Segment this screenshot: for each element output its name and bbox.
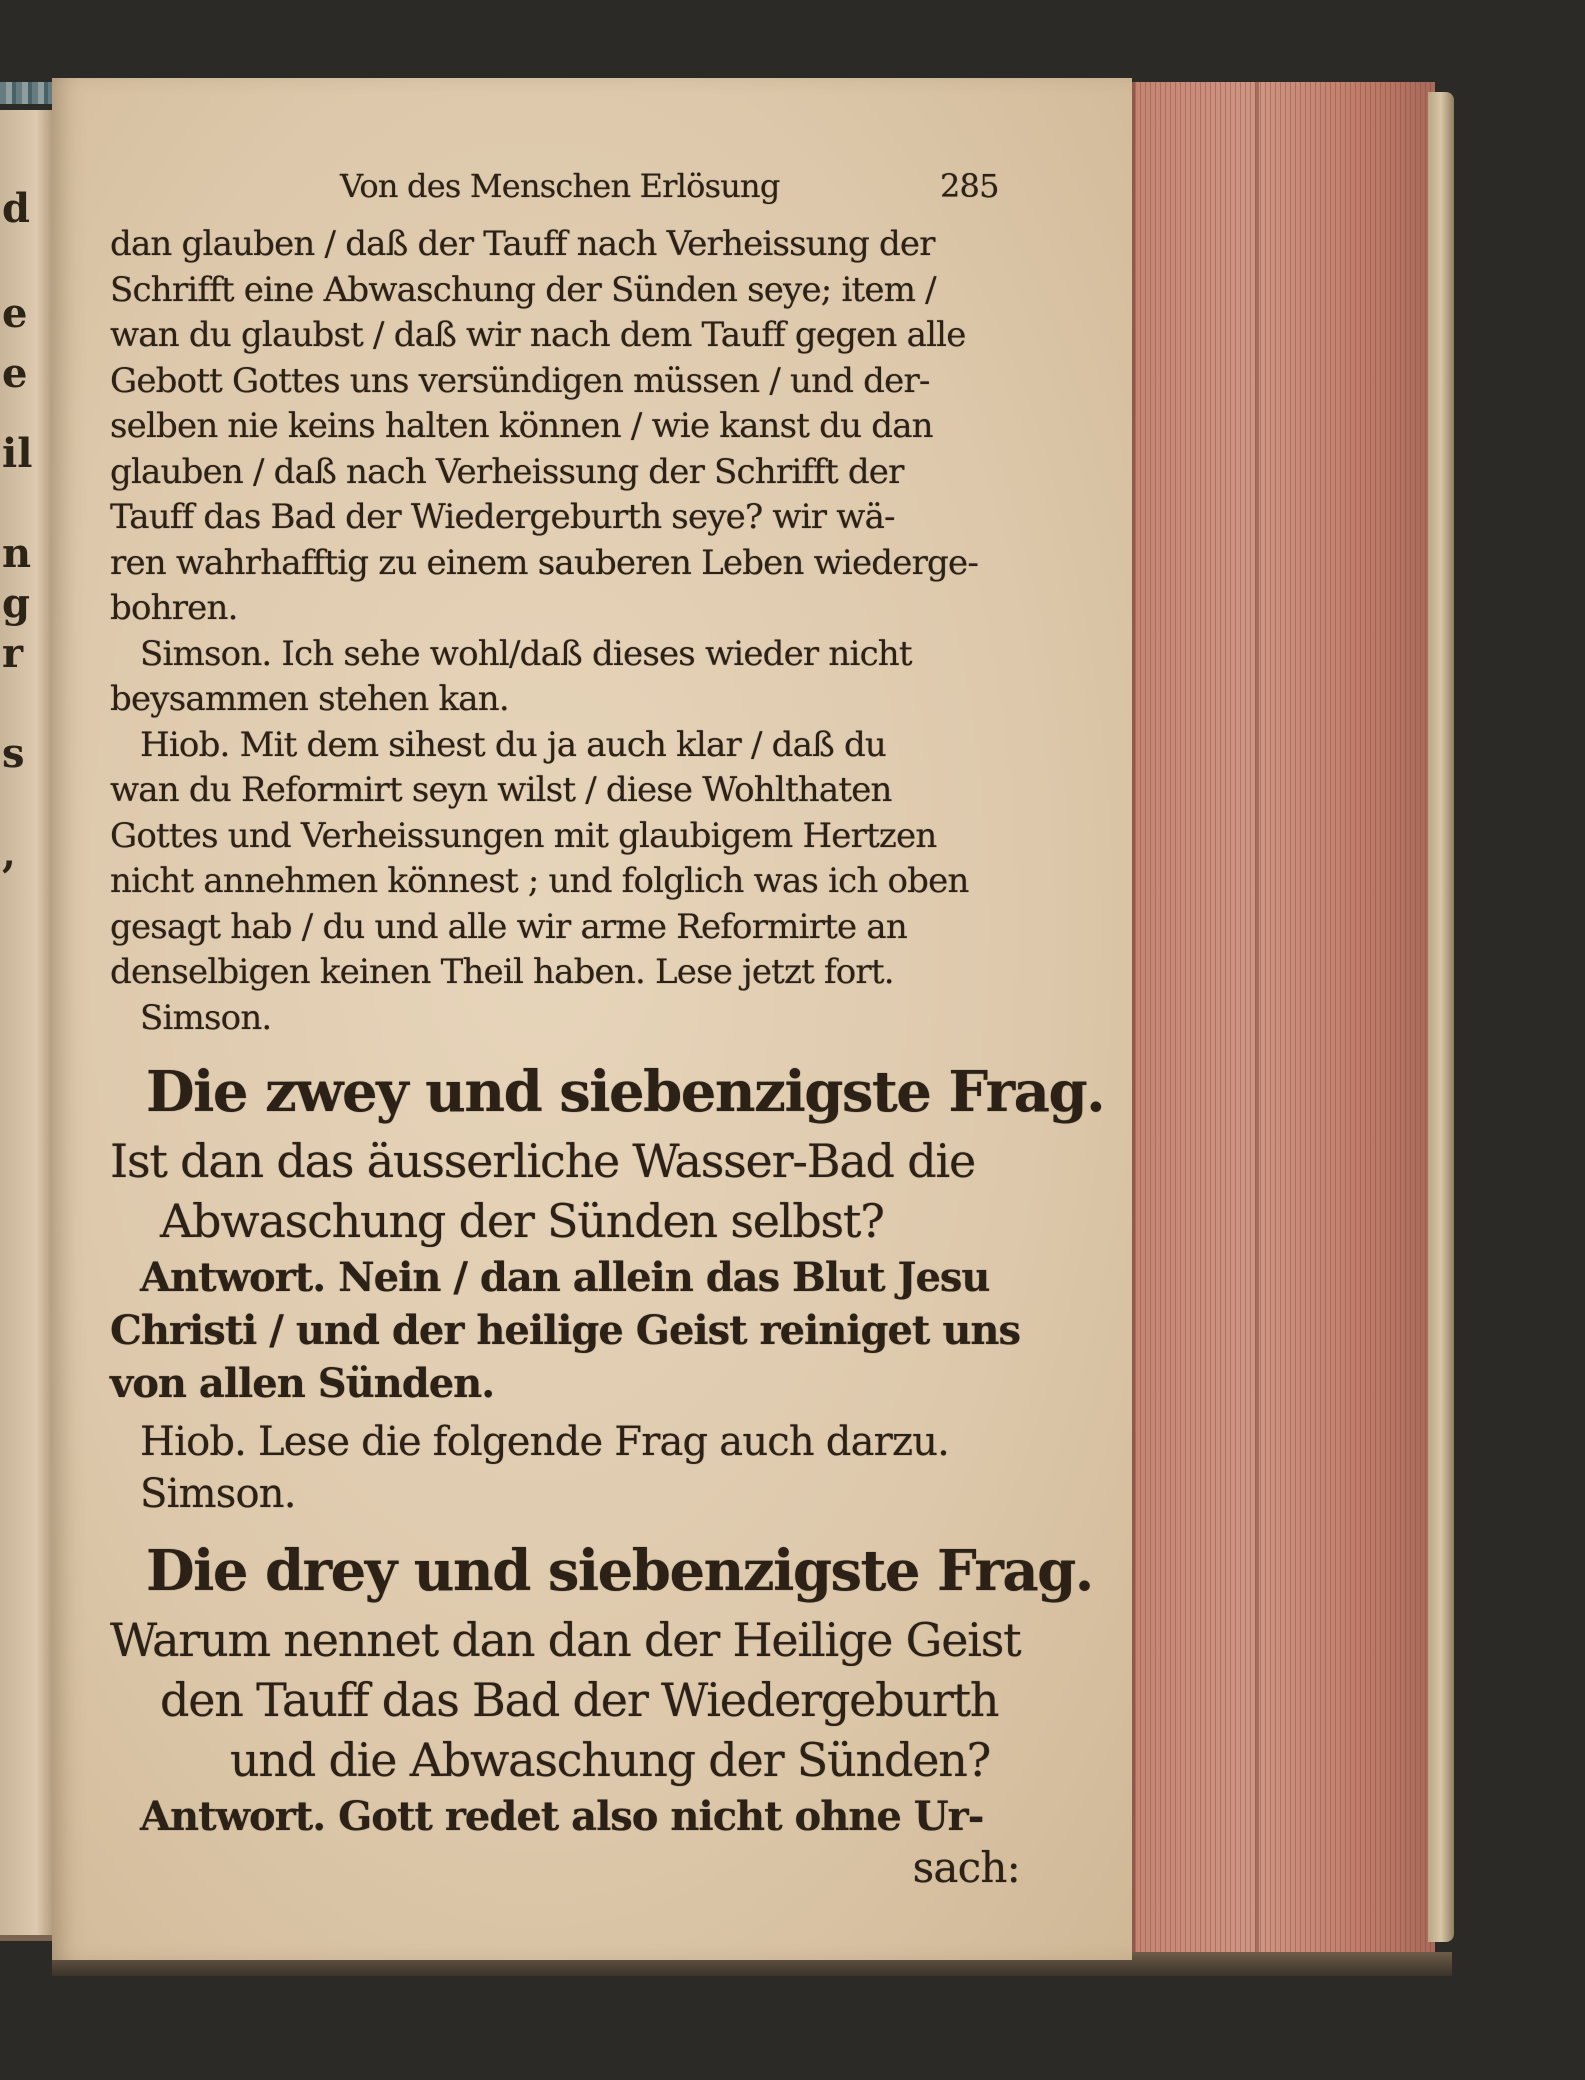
page-fore-edge (1132, 82, 1435, 1952)
speaker-simson-line: Simson. Ich sehe wohl/daß dieses wieder nicht (140, 633, 912, 674)
text-line: Tauff das Bad der Wiedergeburth seye? wir wä- (110, 497, 895, 537)
text-line: wan du Reformirt seyn wilst / diese Wohlthaten (110, 770, 892, 810)
text-line: denselbigen keinen Theil haben. Lese jetzt fort. (110, 952, 894, 992)
text-line: beysammen stehen kan. (110, 679, 509, 719)
speaker-hiob-line: Hiob. Mit dem sihest du ja auch klar / daß du (140, 724, 887, 765)
book-cover-edge (1428, 92, 1454, 1942)
page-text (110, 150, 1105, 1893)
fragment: e (2, 290, 28, 337)
fragment: , (2, 830, 16, 877)
fragment: il (2, 430, 33, 477)
fragment: r (2, 630, 24, 677)
speaker-simson: Simson. (140, 997, 272, 1038)
question-72-heading: Die zwey und siebenzigste Frag. (146, 1059, 1105, 1125)
question-72-line: Ist dan das äusserliche Wasser-Bad die (110, 1134, 975, 1188)
previous-page-edge (0, 110, 52, 1941)
text-line: Gottes und Verheissungen mit glaubigem Hertzen (110, 815, 937, 856)
question-73-line: und die Abwaschung der Sünden? (230, 1733, 991, 1787)
running-header (110, 150, 1020, 222)
fragment: d (2, 185, 30, 232)
text-line: bohren. (110, 588, 238, 628)
fragment: n (2, 530, 32, 577)
fragment: s (2, 730, 25, 777)
running-title: Von des Menschen Erlösung (340, 167, 780, 205)
speaker-hiob-line: Hiob. Lese die folgende Frag auch darzu. (140, 1419, 950, 1465)
text-line: Schrifft eine Abwaschung der Sünden seye; item / (110, 269, 936, 310)
page-number: 285 (940, 167, 999, 205)
answer-72-line: von allen Sünden. (110, 1360, 495, 1407)
catchword: sach: (912, 1843, 1020, 1892)
question-73-line: den Tauff das Bad der Wiedergeburth (160, 1673, 999, 1727)
fragment: e (2, 350, 28, 397)
fragment: g (2, 580, 30, 627)
question-73-heading: Die drey und siebenzigste Frag. (146, 1538, 1093, 1604)
text-line: Gebott Gottes uns versündigen müssen / und der- (110, 360, 930, 401)
question-72-line: Abwaschung der Sünden selbst? (160, 1194, 884, 1248)
text-line: selben nie keins halten können / wie kanst du dan (110, 406, 933, 446)
answer-72-line: Antwort. Nein / dan allein das Blut Jesu (140, 1254, 990, 1301)
text-line: wan du glaubst / daß wir nach dem Tauff gegen alle (110, 315, 966, 355)
left-margin-fragments (0, 110, 52, 1935)
speaker-simson: Simson. (140, 1471, 296, 1517)
printed-page (52, 78, 1132, 1960)
text-line: gesagt hab / du und alle wir arme Reformirte an (110, 906, 907, 947)
text-line: glauben / daß nach Verheissung der Schrifft der (110, 451, 904, 492)
text-line: dan glauben / daß der Tauff nach Verheissung der (110, 224, 935, 264)
answer-73-line: Antwort. Gott redet also nicht ohne Ur- (140, 1793, 984, 1840)
text-line: nicht annehmen könnest ; und folglich was ich oben (110, 861, 969, 901)
question-73-line: Warum nennet dan dan der Heilige Geist (110, 1613, 1021, 1667)
answer-72-line: Christi / und der heilige Geist reiniget uns (110, 1307, 1021, 1354)
text-line: ren wahrhafftig zu einem sauberen Leben wiederge- (110, 542, 979, 583)
